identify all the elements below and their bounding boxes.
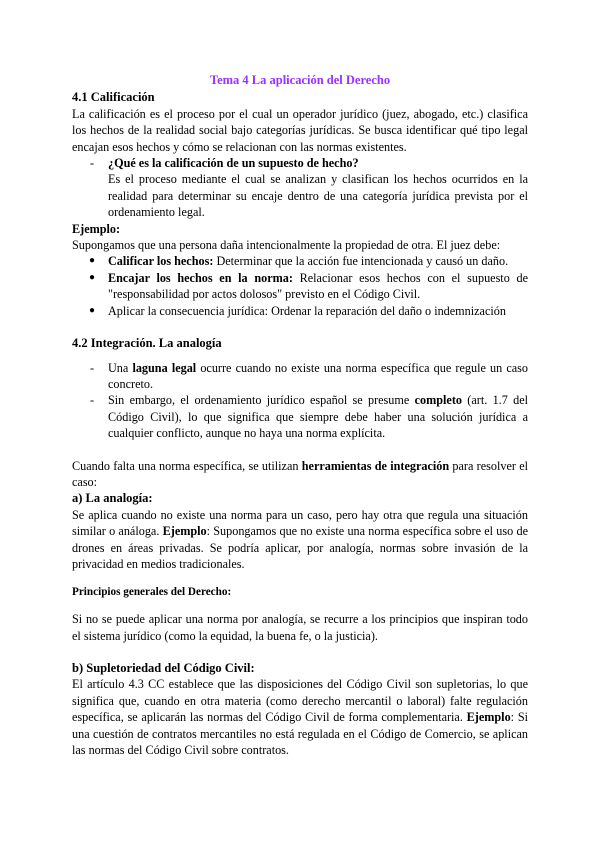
bullet-bold: Encajar los hechos en la norma: — [108, 270, 293, 285]
bold-term: Ejemplo — [466, 710, 511, 725]
bold-term: laguna legal — [132, 360, 197, 375]
bold-term: herramientas de integración — [301, 458, 450, 473]
paragraph-herramientas — [72, 458, 528, 491]
example-intro: Supongamos que una persona daña intencionalmente la propiedad de otra. El juez debe: — [72, 238, 501, 253]
page-title: Tema 4 La aplicación del Derecho — [209, 73, 391, 87]
bullet-text: Relacionar esos hechos con el supuesto de "responsabilidad por actos dolosos" previsto en el Código Civil. — [108, 270, 528, 302]
text-run: Cuando falta una norma específica, se utilizan — [72, 458, 302, 473]
paragraph-calificacion-intro: La calificación es el proceso por el cual un operador jurídico (juez, abogado, etc.) clasifica los hechos de la realidad social bajo categorías jurídicas. Se busca identificar qué tipo legal encajan esos hechos y cómo se relacionan con las normas existentes. — [72, 106, 528, 154]
document-page — [72, 72, 528, 758]
example-label: Ejemplo: — [72, 221, 121, 236]
section-heading-calificacion: 4.1 Calificación — [72, 90, 155, 105]
dash-marker: - — [90, 393, 95, 408]
question-text: ¿Qué es la calificación de un supuesto de hecho? — [108, 156, 359, 171]
subheading-principios: Principios generales del Derecho: — [72, 585, 232, 598]
paragraph-supletoriedad — [72, 676, 528, 758]
dash-item-question — [72, 155, 528, 171]
answer-text: Es el proceso mediante el cual se analizan y clasifican los hechos ocurridos en la realidad para determinar su encaje dentro de una categoría jurídica prevista por el ordenamiento legal. — [108, 172, 528, 220]
bullet-item-encajar — [72, 270, 528, 303]
bullet-item-calificar — [72, 253, 528, 269]
text-run: Se aplica cuando no existe una norma para un caso, pero hay otra que regula una situación similar o análoga. — [72, 507, 528, 539]
text-run: (art. 1.7 del Código Civil), lo que significa que siempre debe haber una solución jurídica a cualquier conflicto, aunque no haya una norma explícita. — [108, 393, 528, 441]
bullet-marker: ● — [89, 271, 96, 283]
paragraph-analogia — [72, 507, 528, 573]
bullet-bold: Calificar los hechos: — [108, 254, 214, 269]
subheading-supletoriedad: b) Supletoriedad del Código Civil: — [72, 660, 255, 675]
text-run: ocurre cuando no existe una norma específica que regule un caso concreto. — [108, 360, 528, 391]
bullet-item-aplicar — [72, 303, 528, 319]
bullet-text: Determinar que la acción fue intencionada y causó un daño. — [213, 254, 509, 269]
text-run: Sin embargo, el ordenamiento jurídico español se presume — [108, 393, 415, 408]
bullet-marker: ● — [89, 255, 96, 267]
text-run: El artículo 4.3 CC establece que las disposiciones del Código Civil son supletorias, lo que significa que, cuando en otra materia (como derecho mercantil o laboral) falte regulación específica, se aplicarán las normas del Código Civil de forma complementaria. — [72, 677, 528, 725]
dash-item-completo — [72, 392, 528, 441]
bullet-marker: ● — [89, 304, 96, 316]
dash-marker: - — [90, 156, 95, 171]
subheading-analogia: a) La analogía: — [72, 491, 153, 506]
dash-marker: - — [90, 360, 95, 375]
dash-item-laguna — [72, 360, 528, 393]
paragraph-principios: Si no se puede aplicar una norma por analogía, se recurre a los principios que inspiran todo el sistema jurídico (como la equidad, la buena fe, o la justicia). — [72, 612, 528, 643]
text-run: Una — [108, 360, 133, 375]
text-run: : Supongamos que no existe una norma específica sobre el uso de drones en áreas privadas. Se podría aplicar, por analogía, normas sobre invasión de la privacidad en medios tradicionales. — [72, 524, 528, 571]
section-heading-integracion: 4.2 Integración. La analogía — [72, 336, 222, 351]
text-run: para resolver el caso: — [72, 458, 528, 489]
bold-term: completo — [414, 393, 462, 408]
text-run: : Si una cuestión de contratos mercantiles no está regulada en el Código de Comercio, se aplican las normas del Código Civil sobre contratos. — [72, 710, 528, 757]
bold-term: Ejemplo — [162, 524, 207, 539]
bullet-text: Aplicar la consecuencia jurídica: Ordenar la reparación del daño o indemnización — [108, 303, 506, 318]
